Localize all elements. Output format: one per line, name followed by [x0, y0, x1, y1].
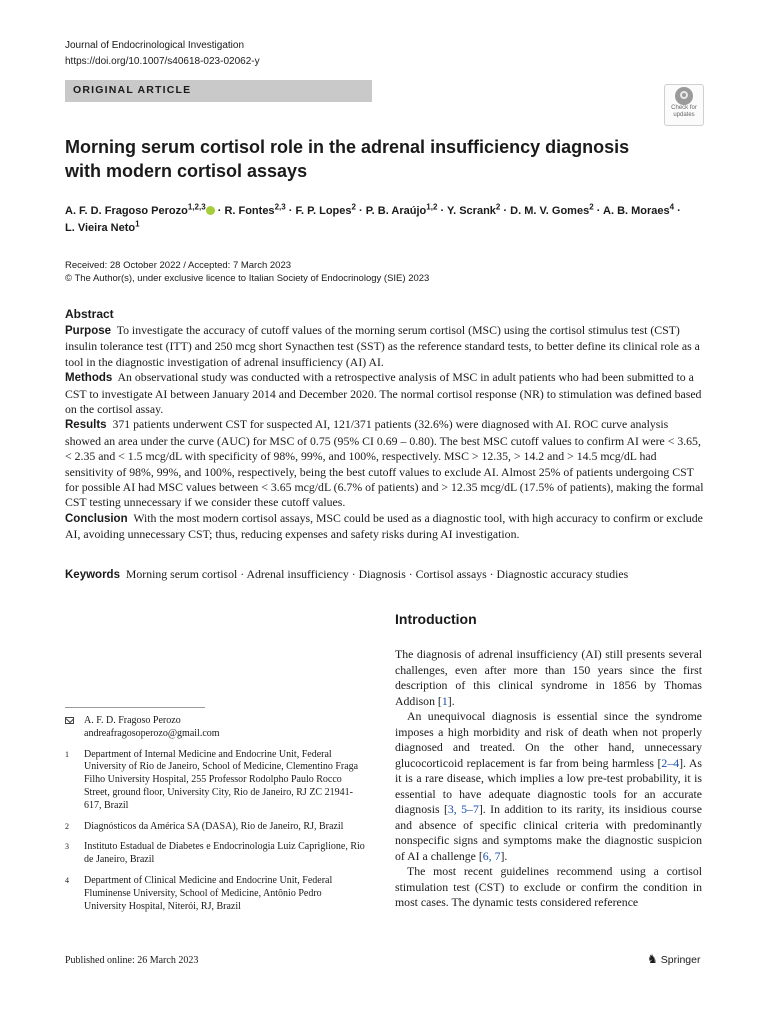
affiliation-item	[65, 821, 365, 834]
affiliation-text: Instituto Estadual de Diabetes e Endocrinologia Luiz Capriglione, Rio de Janeiro, Brazil	[84, 841, 365, 866]
results-label: Results	[65, 419, 107, 432]
author-name: F. P. Lopes	[295, 205, 352, 217]
author-name: Y. Scrank	[446, 205, 496, 217]
publisher-name: Springer	[660, 954, 701, 966]
affiliation-number: 4	[65, 875, 69, 885]
abstract-conclusion	[65, 511, 705, 543]
introduction-body	[395, 647, 702, 911]
article-type-label: ORIGINAL ARTICLE	[73, 84, 192, 96]
article-dates	[65, 259, 429, 285]
correspondence-email[interactable]: andreafragosoperozo@gmail.com	[84, 727, 220, 739]
author-affiliation: 4	[669, 202, 675, 212]
keywords-text: Morning serum cortisol · Adrenal insufficiency · Diagnosis · Cortisol assays · Diagnostic accuracy studies	[125, 567, 629, 581]
affiliation-text: Department of Clinical Medicine and Endocrine Unit, Federal Fluminense University, School of Medicine, Antônio Pedro University Hospital, Niterói, RJ, Brazil	[84, 874, 333, 912]
methods-text: An observational study was conducted with a retrospective analysis of MSC in adult patients who had been submitted to a CST to investigate AI between January 2014 and December 2020. The normal cortisol response (NR) to stimulation was defined based on the cortisol assay.	[65, 370, 702, 417]
check-updates-text-1: Check for	[671, 105, 697, 111]
affiliation-item	[65, 749, 365, 813]
author-name: A. B. Moraes	[603, 205, 670, 217]
author-affiliation: 2,3	[274, 202, 286, 212]
intro-paragraph-1: The diagnosis of adrenal insufficiency (AI) still presents several challenges, even after more than 150 years since the first description of this clinical syndrome in 1856 by Thomas Addison [1].	[395, 647, 702, 708]
affiliation-item	[65, 875, 365, 913]
author-list: A. F. D. Fragoso Perozo$^{1,2,3}$ · R. Fontes$^{2,3}$ · F. P. Lopes$^2$ · P. B. Araújo$^{1,2}$ · Y. Scrank$^2$ · D. M. V. Gomes$^2$ · A. B. Moraes$^4$ · L. Vieira Neto$^1$	[65, 202, 681, 234]
footnote-divider	[65, 707, 205, 708]
affiliation-item	[65, 841, 365, 867]
author-affiliation: 2	[351, 202, 356, 212]
results-text: 371 patients underwent CST for suspected AI, 121/371 patients (32.6%) were diagnosed with AI. ROC curve analysis showed an area under the curve (AUC) for MSC of 0.75 (95% CI 0.69 – 0.80). The best MSC cutoff values to confirm AI were < 3.65, < 2.35 and < 1.5 mcg/dL with specificity of 98%, 99%, and 100%, respectively. MSC > 12.35, > 14.2 and > 14.5 mcg/dL had sensitivity of 98%, 99%, and 100%, respectively, being the best cutoff values to exclude AI. Almost 25% of patients undergoing CST for possible AI had MSC values between < 3.65 mcg/dL (6.7% of patients) and > 12.35 mcg/dL (17.5% of patients), making the formal CST testing unnecessary if we consider these cutoff values.	[65, 417, 704, 510]
affiliation-text: Department of Internal Medicine and Endocrine Unit, Federal University of Rio de Janeiro, School of Medicine, Clementino Fraga Filho University Hospital, 255 Professor Rodolpho Paulo Rocco Street, ground floor, University City, Rio de Janeiro, RJ ZC 21941-617, Brazil	[84, 748, 359, 811]
keywords	[65, 567, 705, 582]
copyright-notice: © The Author(s), under exclusive licence to Italian Society of Endocrinology (SIE) 2023	[65, 273, 430, 284]
journal-name: Journal of Endocrinological Investigation	[65, 40, 244, 51]
intro-paragraph-2: An unequivocal diagnosis is essential since the syndrome imposes a high morbidity and risk of death when not properly diagnosed and treated. On the other hand, unnecessary glucocorticoid replacement is far from being harmless [2–4]. As it is a rare disease, which implies a low pre-test probability, it is essential to have adequate diagnostic tools for an accurate diagnosis [3, 5–7]. In addition to its rarity, its insidious course and absence of specific clinical criteria with predominantly nonspecific signs and symptoms make the diagnostic suspicion of AI a challenge [6, 7].	[395, 709, 703, 863]
author-affiliation: 1,2,3	[187, 202, 206, 212]
article-type-banner	[65, 80, 372, 102]
correspondence-name: A. F. D. Fragoso Perozo	[84, 715, 181, 726]
doi-link[interactable]: https://doi.org/10.1007/s40618-023-02062-y	[65, 56, 260, 67]
introduction-heading: Introduction	[395, 611, 477, 627]
citation-link[interactable]: 1	[441, 693, 448, 708]
footnotes	[65, 715, 365, 921]
author-name: P. B. Araújo	[365, 205, 427, 217]
title-line-2: with modern cortisol assays	[65, 161, 308, 181]
conclusion-text: With the most modern cortisol assays, MSC could be used as a diagnostic tool, with high accuracy to confirm or exclude AI, avoiding unnecessary CST; thus, reducing expenses and safety risks during AI investigation.	[65, 510, 703, 542]
citation-link[interactable]: 2–4	[661, 755, 680, 770]
conclusion-label: Conclusion	[65, 512, 128, 525]
author-affiliation: 1,2	[426, 202, 438, 212]
author-name: L. Vieira Neto	[65, 222, 136, 234]
author-affiliation: 2	[495, 202, 501, 212]
affiliation-text: Diagnósticos da América SA (DASA), Rio de Janeiro, RJ, Brazil	[84, 820, 344, 832]
abstract-methods	[65, 370, 705, 417]
affiliation-number: 3	[65, 842, 69, 852]
affiliation-number: 2	[65, 821, 69, 831]
affiliation-number: 1	[65, 749, 69, 759]
abstract-purpose	[65, 323, 705, 370]
correspondence-note	[65, 715, 365, 741]
author-affiliation: 1	[135, 219, 140, 229]
author-name: A. F. D. Fragoso Perozo	[65, 205, 188, 217]
author-name: R. Fontes	[224, 205, 275, 217]
check-updates-text-2: updates	[673, 112, 695, 118]
publisher-logo	[647, 952, 700, 966]
article-title	[65, 135, 665, 183]
citation-link[interactable]: 3, 5–7	[447, 802, 479, 816]
purpose-label: Purpose	[65, 325, 112, 337]
orcid-icon[interactable]	[206, 206, 215, 215]
envelope-icon	[65, 717, 74, 724]
received-accepted-dates: Received: 28 October 2022 / Accepted: 7 March 2023	[65, 260, 292, 271]
author-affiliation: 2	[589, 202, 594, 212]
check-for-updates-button[interactable]	[664, 84, 704, 126]
abstract-body	[65, 323, 705, 543]
purpose-text: To investigate the accuracy of cutoff values of the morning serum cortisol (MSC) using the cortisol stimulus test (CST) insulin tolerance test (ITT) and 250 mcg short Synacthen test (SST) as the reference standard tests, to better define its clinical role as a tool in the diagnostic investigation of adrenal insufficiency (AI) AI.	[65, 323, 700, 369]
methods-label: Methods	[65, 372, 113, 385]
springer-horse-icon: ♞	[647, 952, 658, 966]
abstract-results	[65, 417, 705, 510]
check-updates-icon	[675, 87, 693, 105]
author-name: D. M. V. Gomes	[510, 205, 590, 217]
title-line-1: Morning serum cortisol role in the adrenal insufficiency diagnosis	[65, 137, 630, 157]
citation-link[interactable]: 6, 7	[482, 848, 501, 863]
intro-paragraph-3: The most recent guidelines recommend using a cortisol stimulation test (CST) to exclude or confirm the condition in most cases. The dynamic tests considered reference	[395, 864, 702, 909]
keywords-label: Keywords	[65, 569, 120, 581]
published-online: Published online: 26 March 2023	[65, 955, 199, 966]
abstract-heading: Abstract	[65, 307, 114, 321]
